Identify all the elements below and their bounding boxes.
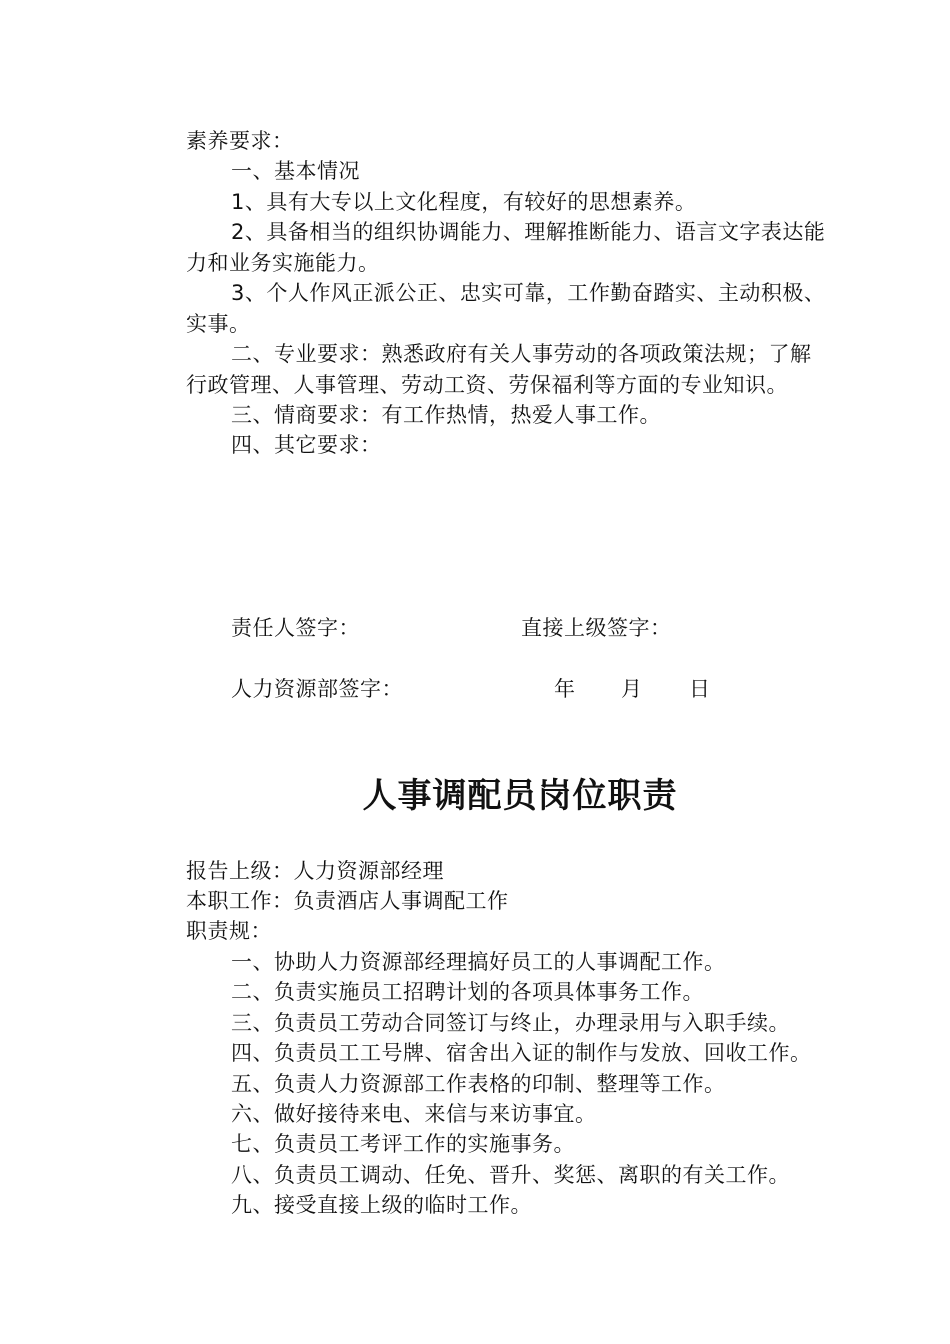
- duty-item-8: 八、负责员工调动、任免、晋升、奖惩、离职的有关工作。: [231, 1163, 790, 1187]
- date-month-label: 月: [621, 677, 643, 701]
- basic-item-2: 2、具备相当的组织协调能力、理解推断能力、语言文字表达能: [231, 220, 826, 244]
- basic-heading: 一、基本情况: [231, 159, 360, 183]
- duty-item-9: 九、接受直接上级的临时工作。: [231, 1193, 532, 1217]
- duty-item-3: 三、负责员工劳动合同签订与终止，办理录用与入职手续。: [231, 1011, 790, 1035]
- responsible-signature-label: 责任人签字：: [231, 616, 360, 640]
- duty-item-2: 二、负责实施员工招聘计划的各项具体事务工作。: [231, 980, 704, 1004]
- duty-item-5: 五、负责人力资源部工作表格的印制、整理等工作。: [231, 1072, 726, 1096]
- duty-item-7: 七、负责员工考评工作的实施事务。: [231, 1132, 575, 1156]
- hr-signature-label: 人力资源部签字：: [231, 677, 403, 701]
- professional-line-2: 行政管理、人事管理、劳动工资、劳保福利等方面的专业知识。: [186, 373, 788, 397]
- other-line: 四、其它要求：: [231, 433, 382, 457]
- duty-item-1: 一、协助人力资源部经理搞好员工的人事调配工作。: [231, 950, 726, 974]
- basic-item-1: 1、具有大专以上文化程度，有较好的思想素养。: [231, 190, 697, 214]
- basic-item-3: 3、个人作风正派公正、忠实可靠，工作勤奋踏实、主动积极、: [231, 281, 826, 305]
- duty-item-6: 六、做好接待来电、来信与来访事宜。: [231, 1102, 597, 1126]
- date-year-label: 年: [554, 677, 576, 701]
- document-title: 人事调配员岗位职责: [362, 776, 678, 816]
- date-day-label: 日: [689, 677, 711, 701]
- duty-item-4: 四、负责员工工号牌、宿舍出入证的制作与发放、回收工作。: [231, 1041, 812, 1065]
- basic-item-3-cont: 实事。: [186, 312, 251, 336]
- eq-line: 三、情商要求：有工作热情，热爱人事工作。: [231, 403, 661, 427]
- supervisor-signature-label: 直接上级签字：: [521, 616, 672, 640]
- job-role-line: 本职工作：负责酒店人事调配工作: [186, 889, 509, 913]
- report-to-line: 报告上级：人力资源部经理: [186, 859, 444, 883]
- duties-heading: 职责规：: [186, 919, 272, 943]
- basic-item-2-cont: 力和业务实施能力。: [186, 251, 380, 275]
- professional-line-1: 二、专业要求：熟悉政府有关人事劳动的各项政策法规；了解: [231, 342, 812, 366]
- qualities-heading: 素养要求：: [186, 129, 294, 153]
